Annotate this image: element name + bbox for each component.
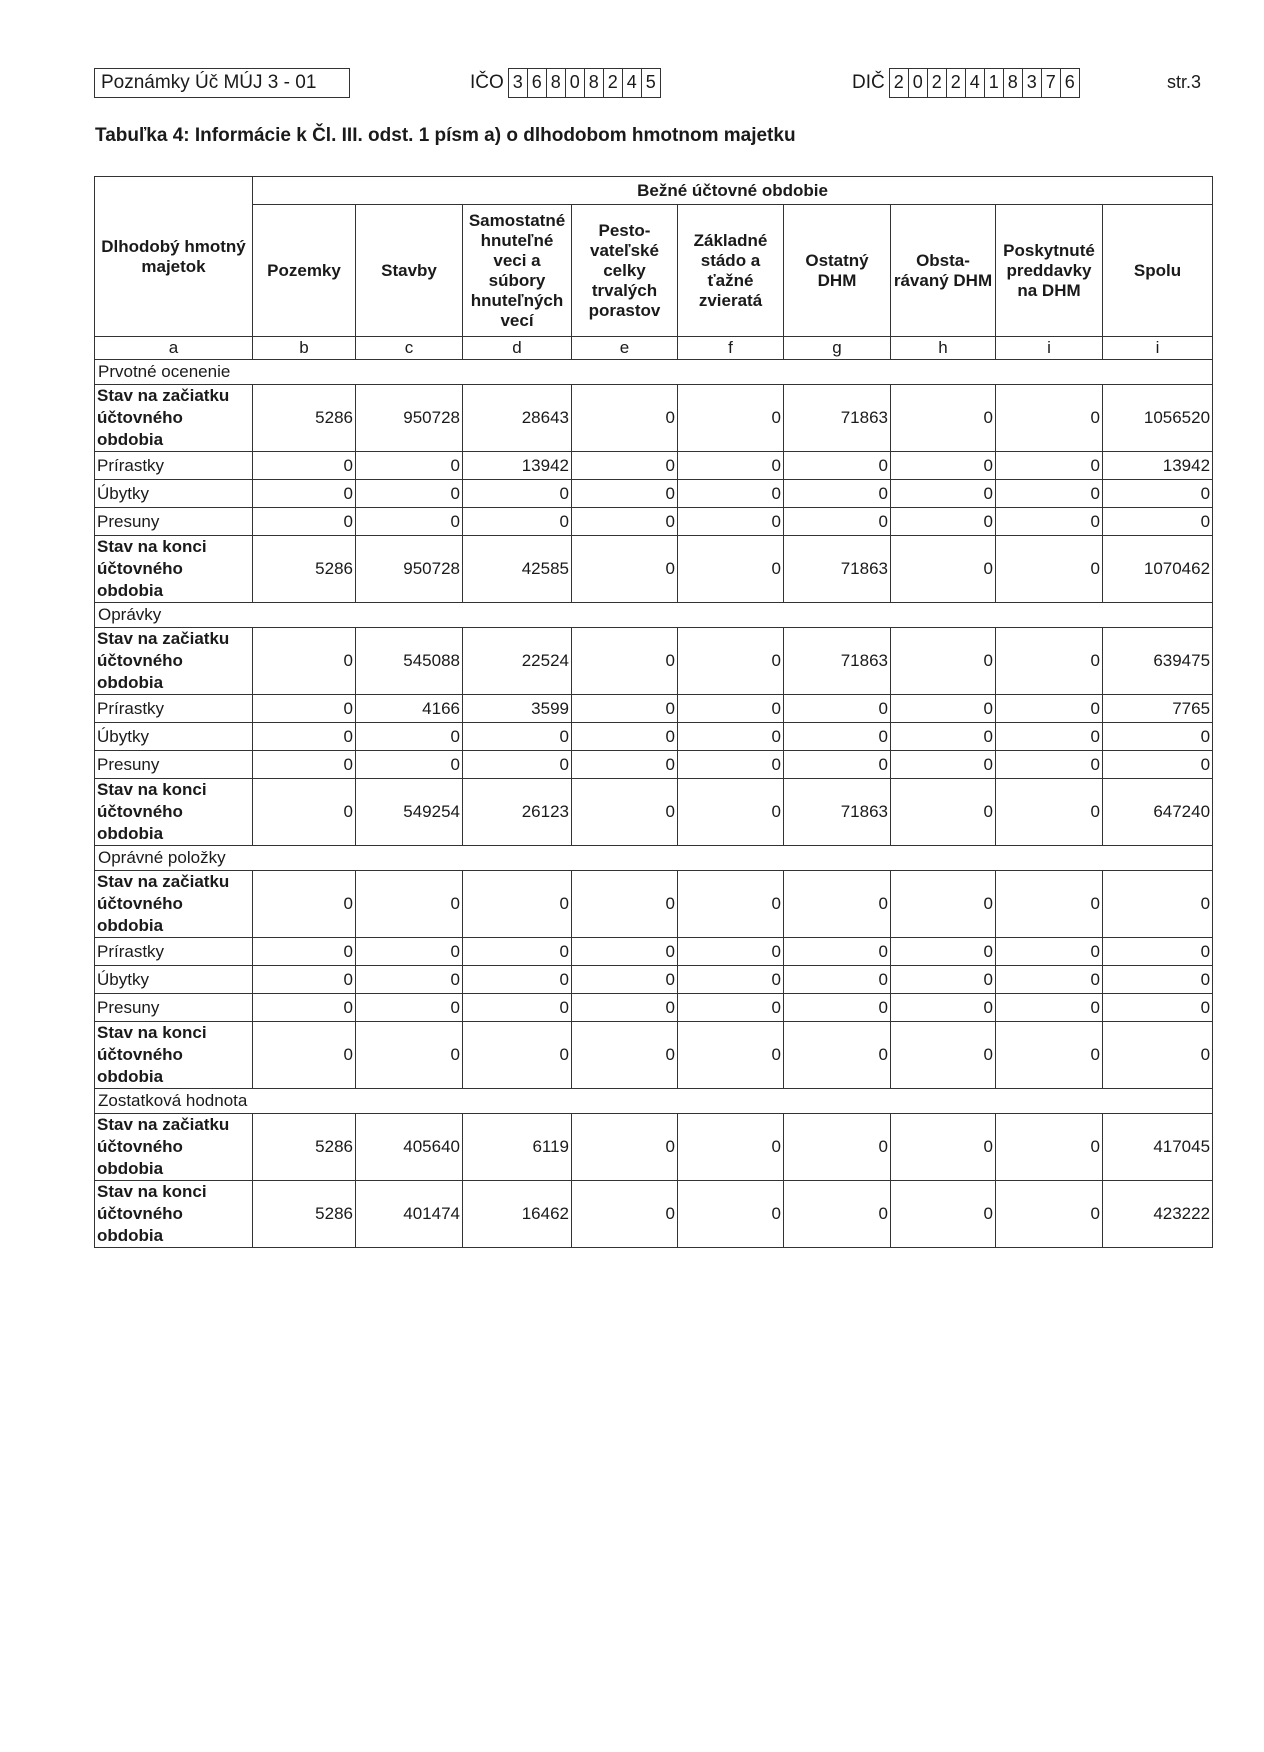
table-cell: 5286 xyxy=(253,536,356,603)
table-row xyxy=(95,871,1213,938)
table-cell: 0 xyxy=(996,452,1103,480)
table-cell: 405640 xyxy=(356,1114,463,1181)
table-cell: 0 xyxy=(996,1114,1103,1181)
table-cell: 0 xyxy=(463,1022,572,1089)
dic-digit: 2 xyxy=(947,69,966,97)
asset-table xyxy=(94,176,1213,1248)
table-cell: 0 xyxy=(678,1181,784,1248)
table-cell: 0 xyxy=(572,966,678,994)
table-cell: 0 xyxy=(891,695,996,723)
table-cell: 0 xyxy=(1103,508,1213,536)
row-label: Úbytky xyxy=(95,966,253,994)
column-letter: i xyxy=(996,337,1103,360)
table-row xyxy=(95,779,1213,846)
ico-digit-boxes xyxy=(508,68,661,98)
table-cell: 0 xyxy=(253,751,356,779)
page-number: str.3 xyxy=(1167,72,1202,92)
dic-digit: 1 xyxy=(985,69,1004,97)
table-cell: 1056520 xyxy=(1103,385,1213,452)
table-cell: 0 xyxy=(253,723,356,751)
table-cell: 0 xyxy=(572,994,678,1022)
table-row xyxy=(95,966,1213,994)
table-cell: 0 xyxy=(678,385,784,452)
table-cell: 0 xyxy=(784,994,891,1022)
ico-digit: 3 xyxy=(509,69,528,97)
table-cell: 7765 xyxy=(1103,695,1213,723)
table-cell: 0 xyxy=(356,751,463,779)
ico-digit: 2 xyxy=(604,69,623,97)
table-cell: 0 xyxy=(463,480,572,508)
column-header: Ostatný DHM xyxy=(784,205,891,337)
table-cell: 0 xyxy=(784,480,891,508)
table-cell: 0 xyxy=(253,452,356,480)
table-cell: 0 xyxy=(996,1181,1103,1248)
table-cell: 0 xyxy=(996,966,1103,994)
table-cell: 0 xyxy=(356,1022,463,1089)
table-cell: 0 xyxy=(678,695,784,723)
section-row xyxy=(95,603,1213,628)
table-cell: 0 xyxy=(253,628,356,695)
table-cell: 22524 xyxy=(463,628,572,695)
table-cell: 0 xyxy=(572,938,678,966)
section-title: Oprávné položky xyxy=(95,846,1213,871)
row-label: Prírastky xyxy=(95,695,253,723)
table-cell: 6119 xyxy=(463,1114,572,1181)
table-cell: 0 xyxy=(996,1022,1103,1089)
column-letter: c xyxy=(356,337,463,360)
table-cell: 0 xyxy=(678,871,784,938)
table-row xyxy=(95,385,1213,452)
table-cell: 16462 xyxy=(463,1181,572,1248)
dic-digit: 4 xyxy=(966,69,985,97)
table-cell: 0 xyxy=(996,536,1103,603)
table-cell: 950728 xyxy=(356,536,463,603)
table-body xyxy=(95,360,1213,1248)
section-row xyxy=(95,360,1213,385)
table-cell: 0 xyxy=(891,1022,996,1089)
ico-digit: 0 xyxy=(566,69,585,97)
ico-digit: 4 xyxy=(623,69,642,97)
dic-field xyxy=(852,68,1080,98)
row-label: Presuny xyxy=(95,751,253,779)
table-row xyxy=(95,628,1213,695)
table-cell: 423222 xyxy=(1103,1181,1213,1248)
table-cell: 71863 xyxy=(784,628,891,695)
table-cell: 3599 xyxy=(463,695,572,723)
column-letter: a xyxy=(95,337,253,360)
column-letter: h xyxy=(891,337,996,360)
table-cell: 0 xyxy=(996,628,1103,695)
column-letter: b xyxy=(253,337,356,360)
table-cell: 0 xyxy=(463,751,572,779)
table-cell: 549254 xyxy=(356,779,463,846)
column-header: Obsta-rávaný DHM xyxy=(891,205,996,337)
table-cell: 0 xyxy=(356,871,463,938)
period-header: Bežné účtovné obdobie xyxy=(253,177,1213,205)
table-cell: 545088 xyxy=(356,628,463,695)
table-cell: 0 xyxy=(784,1114,891,1181)
table-row xyxy=(95,938,1213,966)
table-cell: 0 xyxy=(678,994,784,1022)
table-cell: 13942 xyxy=(1103,452,1213,480)
column-letter-row xyxy=(95,337,1213,360)
section-title: Oprávky xyxy=(95,603,1213,628)
table-cell: 0 xyxy=(891,966,996,994)
table-cell: 26123 xyxy=(463,779,572,846)
table-cell: 0 xyxy=(572,751,678,779)
table-cell: 0 xyxy=(356,480,463,508)
table-cell: 28643 xyxy=(463,385,572,452)
row-label: Stav na konci účtovného obdobia xyxy=(95,779,253,846)
table-cell: 71863 xyxy=(784,385,891,452)
dic-digit: 0 xyxy=(909,69,928,97)
table-cell: 0 xyxy=(678,751,784,779)
row-label: Stav na začiatku účtovného obdobia xyxy=(95,1114,253,1181)
table-cell: 0 xyxy=(996,480,1103,508)
ico-digit: 8 xyxy=(547,69,566,97)
table-cell: 5286 xyxy=(253,1181,356,1248)
table-cell: 0 xyxy=(463,966,572,994)
table-cell: 0 xyxy=(784,452,891,480)
table-cell: 0 xyxy=(572,779,678,846)
table-cell: 0 xyxy=(1103,994,1213,1022)
table-cell: 0 xyxy=(572,695,678,723)
table-cell: 0 xyxy=(996,871,1103,938)
table-cell: 71863 xyxy=(784,536,891,603)
dic-digit-boxes xyxy=(889,68,1080,98)
table-cell: 0 xyxy=(253,966,356,994)
table-cell: 0 xyxy=(572,1022,678,1089)
table-cell: 0 xyxy=(784,695,891,723)
table-cell: 71863 xyxy=(784,779,891,846)
table-cell: 0 xyxy=(463,938,572,966)
table-row xyxy=(95,1114,1213,1181)
table-cell: 0 xyxy=(463,994,572,1022)
table-cell: 0 xyxy=(572,1181,678,1248)
table-cell: 0 xyxy=(996,723,1103,751)
table-cell: 0 xyxy=(891,723,996,751)
ico-digit: 5 xyxy=(645,72,656,92)
column-header: Spolu xyxy=(1103,205,1213,337)
row-label: Stav na začiatku účtovného obdobia xyxy=(95,628,253,695)
dic-digit: 6 xyxy=(1064,72,1075,92)
table-cell: 0 xyxy=(784,871,891,938)
table-cell: 0 xyxy=(1103,723,1213,751)
dic-label: DIČ xyxy=(852,72,885,93)
table-cell: 0 xyxy=(891,480,996,508)
table-cell: 0 xyxy=(678,452,784,480)
column-header-row xyxy=(95,205,1213,337)
table-cell: 0 xyxy=(572,723,678,751)
table-cell: 0 xyxy=(572,508,678,536)
table-title: Tabuľka 4: Informácie k Čl. III. odst. 1 písm a) o dlhodobom hmotnom majetku xyxy=(95,125,796,146)
column-letter: f xyxy=(678,337,784,360)
table-cell: 0 xyxy=(1103,480,1213,508)
table-cell: 5286 xyxy=(253,1114,356,1181)
column-letter: e xyxy=(572,337,678,360)
table-cell: 0 xyxy=(891,536,996,603)
table-cell: 950728 xyxy=(356,385,463,452)
table-cell: 0 xyxy=(996,385,1103,452)
dic-digit: 2 xyxy=(890,69,909,97)
table-cell: 0 xyxy=(996,779,1103,846)
table-cell: 417045 xyxy=(1103,1114,1213,1181)
row-label: Presuny xyxy=(95,994,253,1022)
table-cell: 0 xyxy=(463,723,572,751)
row-label: Prírastky xyxy=(95,938,253,966)
ico-digit: 8 xyxy=(585,69,604,97)
table-cell: 639475 xyxy=(1103,628,1213,695)
table-row xyxy=(95,452,1213,480)
table-cell: 401474 xyxy=(356,1181,463,1248)
column-header: Samostatné hnuteľné veci a súbory hnuteľných vecí xyxy=(463,205,572,337)
table-cell: 0 xyxy=(356,966,463,994)
table-cell: 0 xyxy=(678,723,784,751)
column-letter: i xyxy=(1103,337,1213,360)
table-cell: 0 xyxy=(1103,1022,1213,1089)
column-header: Pesto-vateľské celky trvalých porastov xyxy=(572,205,678,337)
table-cell: 0 xyxy=(891,385,996,452)
table-cell: 0 xyxy=(1103,751,1213,779)
table-cell: 0 xyxy=(996,508,1103,536)
table-row xyxy=(95,994,1213,1022)
table-cell: 0 xyxy=(253,1022,356,1089)
table-cell: 0 xyxy=(253,508,356,536)
table-cell: 0 xyxy=(784,751,891,779)
table-cell: 0 xyxy=(253,938,356,966)
table-cell: 0 xyxy=(463,871,572,938)
dic-digit: 7 xyxy=(1042,69,1061,97)
table-row xyxy=(95,480,1213,508)
dic-digit: 3 xyxy=(1023,69,1042,97)
table-cell: 0 xyxy=(996,751,1103,779)
table-cell: 0 xyxy=(891,452,996,480)
table-cell: 0 xyxy=(784,1181,891,1248)
table-cell: 0 xyxy=(996,994,1103,1022)
table-cell: 0 xyxy=(784,938,891,966)
table-cell: 0 xyxy=(1103,938,1213,966)
table-cell: 0 xyxy=(678,628,784,695)
document-label: Poznámky Úč MÚJ 3 - 01 xyxy=(94,68,350,98)
table-cell: 0 xyxy=(253,695,356,723)
table-row xyxy=(95,1181,1213,1248)
table-cell: 0 xyxy=(572,628,678,695)
row-label: Stav na konci účtovného obdobia xyxy=(95,1022,253,1089)
table-cell: 0 xyxy=(1103,871,1213,938)
section-row xyxy=(95,1089,1213,1114)
table-cell: 0 xyxy=(891,1181,996,1248)
table-cell: 0 xyxy=(678,536,784,603)
table-row xyxy=(95,536,1213,603)
table-cell: 0 xyxy=(572,536,678,603)
dic-digit: 8 xyxy=(1004,69,1023,97)
table-cell: 0 xyxy=(678,1114,784,1181)
row-label: Stav na konci účtovného obdobia xyxy=(95,1181,253,1248)
section-title: Zostatková hodnota xyxy=(95,1089,1213,1114)
table-cell: 0 xyxy=(253,779,356,846)
row-header: Dlhodobý hmotný majetok xyxy=(95,177,253,337)
column-letter: d xyxy=(463,337,572,360)
section-row xyxy=(95,846,1213,871)
table-cell: 0 xyxy=(891,994,996,1022)
row-label: Stav na začiatku účtovného obdobia xyxy=(95,871,253,938)
table-cell: 0 xyxy=(891,751,996,779)
table-cell: 0 xyxy=(891,871,996,938)
table-cell: 0 xyxy=(678,480,784,508)
table-cell: 1070462 xyxy=(1103,536,1213,603)
row-label: Prírastky xyxy=(95,452,253,480)
table-row xyxy=(95,695,1213,723)
table-cell: 0 xyxy=(784,508,891,536)
column-header: Základné stádo a ťažné zvieratá xyxy=(678,205,784,337)
table-cell: 0 xyxy=(891,779,996,846)
section-title: Prvotné ocenenie xyxy=(95,360,1213,385)
ico-field xyxy=(470,68,661,98)
table-cell: 0 xyxy=(996,695,1103,723)
table-cell: 647240 xyxy=(1103,779,1213,846)
table-cell: 0 xyxy=(678,938,784,966)
column-header: Stavby xyxy=(356,205,463,337)
table-cell: 0 xyxy=(356,508,463,536)
table-cell: 0 xyxy=(253,480,356,508)
table-cell: 0 xyxy=(1103,966,1213,994)
table-cell: 0 xyxy=(678,966,784,994)
table-cell: 5286 xyxy=(253,385,356,452)
table-cell: 0 xyxy=(463,508,572,536)
table-cell: 0 xyxy=(891,508,996,536)
table-row xyxy=(95,723,1213,751)
row-label: Stav na začiatku účtovného obdobia xyxy=(95,385,253,452)
row-label: Presuny xyxy=(95,508,253,536)
column-header: Pozemky xyxy=(253,205,356,337)
column-header: Poskytnuté preddavky na DHM xyxy=(996,205,1103,337)
table-cell: 42585 xyxy=(463,536,572,603)
table-cell: 0 xyxy=(356,452,463,480)
table-cell: 0 xyxy=(572,452,678,480)
table-cell: 0 xyxy=(784,1022,891,1089)
table-cell: 13942 xyxy=(463,452,572,480)
row-label: Úbytky xyxy=(95,723,253,751)
table-cell: 0 xyxy=(891,1114,996,1181)
table-cell: 4166 xyxy=(356,695,463,723)
table-cell: 0 xyxy=(996,938,1103,966)
table-cell: 0 xyxy=(678,508,784,536)
table-cell: 0 xyxy=(784,966,891,994)
row-label: Úbytky xyxy=(95,480,253,508)
table-row xyxy=(95,751,1213,779)
table-cell: 0 xyxy=(356,994,463,1022)
table-cell: 0 xyxy=(572,480,678,508)
table-cell: 0 xyxy=(253,871,356,938)
table-cell: 0 xyxy=(253,994,356,1022)
table-cell: 0 xyxy=(572,871,678,938)
table-row xyxy=(95,1022,1213,1089)
table-cell: 0 xyxy=(678,1022,784,1089)
ico-digit: 6 xyxy=(528,69,547,97)
table-cell: 0 xyxy=(891,938,996,966)
table-cell: 0 xyxy=(572,1114,678,1181)
column-letter: g xyxy=(784,337,891,360)
table-cell: 0 xyxy=(356,938,463,966)
table-cell: 0 xyxy=(356,723,463,751)
row-label: Stav na konci účtovného obdobia xyxy=(95,536,253,603)
table-cell: 0 xyxy=(572,385,678,452)
dic-digit: 2 xyxy=(928,69,947,97)
table-cell: 0 xyxy=(784,723,891,751)
table-row xyxy=(95,508,1213,536)
ico-label: IČO xyxy=(470,72,504,93)
table-cell: 0 xyxy=(891,628,996,695)
table-cell: 0 xyxy=(678,779,784,846)
